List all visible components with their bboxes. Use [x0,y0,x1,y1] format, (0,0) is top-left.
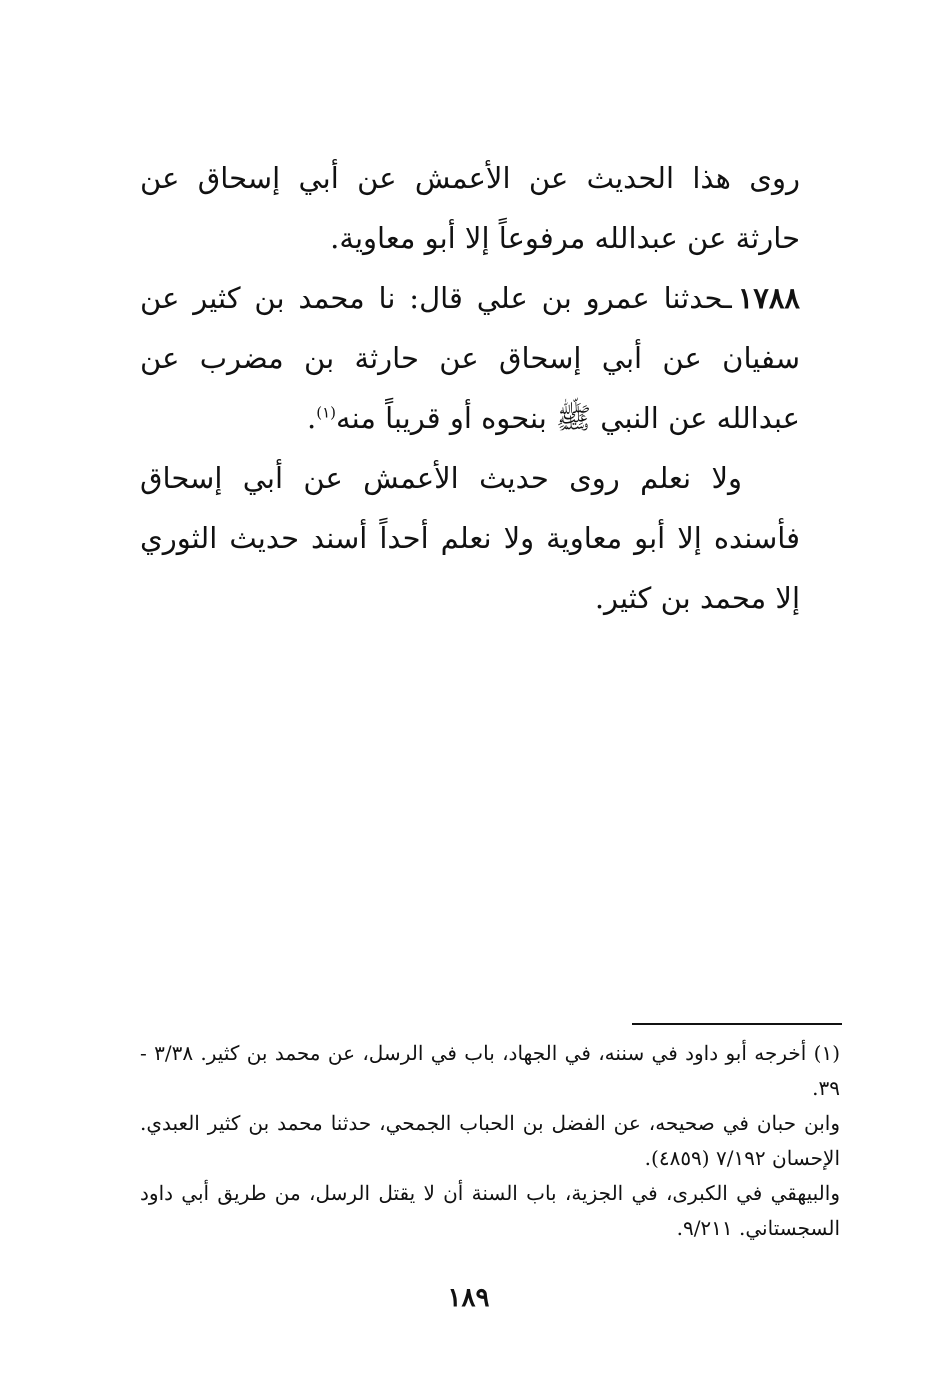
main-text [140,148,800,628]
hadith-end: . [307,401,317,435]
hadith-entry [140,268,800,448]
footnote-1 [140,1036,840,1106]
hadith-text: حدثنا عمرو بن علي قال: نا محمد بن كثير عن سفيان عن أبي إسحاق عن حارثة بن مضرب عن عبدالله عن النبي ﷺ بنحوه أو قريباً منه [140,281,800,435]
footnote-reference[interactable]: (١) [316,403,337,422]
hadith-number: ١٧٨٨ [737,281,800,315]
footnote-text: وابن حبان في صحيحه، عن الفضل بن الحباب الجمحي، حدثنا محمد بن كثير العبدي. الإحسان ٧/١٩٢ (٤٨٥٩). [140,1111,840,1170]
footnote-label: (١) [813,1041,841,1065]
paragraph-intro: روى هذا الحديث عن الأعمش عن أبي إسحاق عن حارثة عن عبدالله مرفوعاً إلا أبو معاوية. [140,161,800,255]
footnote-separator [632,1023,842,1025]
footnote-text: أخرجه أبو داود في سننه، في الجهاد، باب في الرسل، عن محمد بن كثير. ٣/٣٨ - ٣٩. [140,1041,840,1100]
footnotes-section [140,1036,840,1246]
footnote-1-source-3 [140,1176,840,1246]
hadith-dash: ـ [723,281,732,315]
footnote-1-source-2 [140,1106,840,1176]
paragraph-commentary: ولا نعلم روى حديث الأعمش عن أبي إسحاق فأسنده إلا أبو معاوية ولا نعلم أحداً أسند حديث الثوري إلا محمد بن كثير. [140,461,800,615]
footnote-text: والبيهقي في الكبرى، في الجزية، باب السنة أن لا يقتل الرسل، من طريق أبي داود السجستاني. ٩/٢١١. [140,1181,840,1240]
page-number: ١٨٩ [447,1283,490,1313]
